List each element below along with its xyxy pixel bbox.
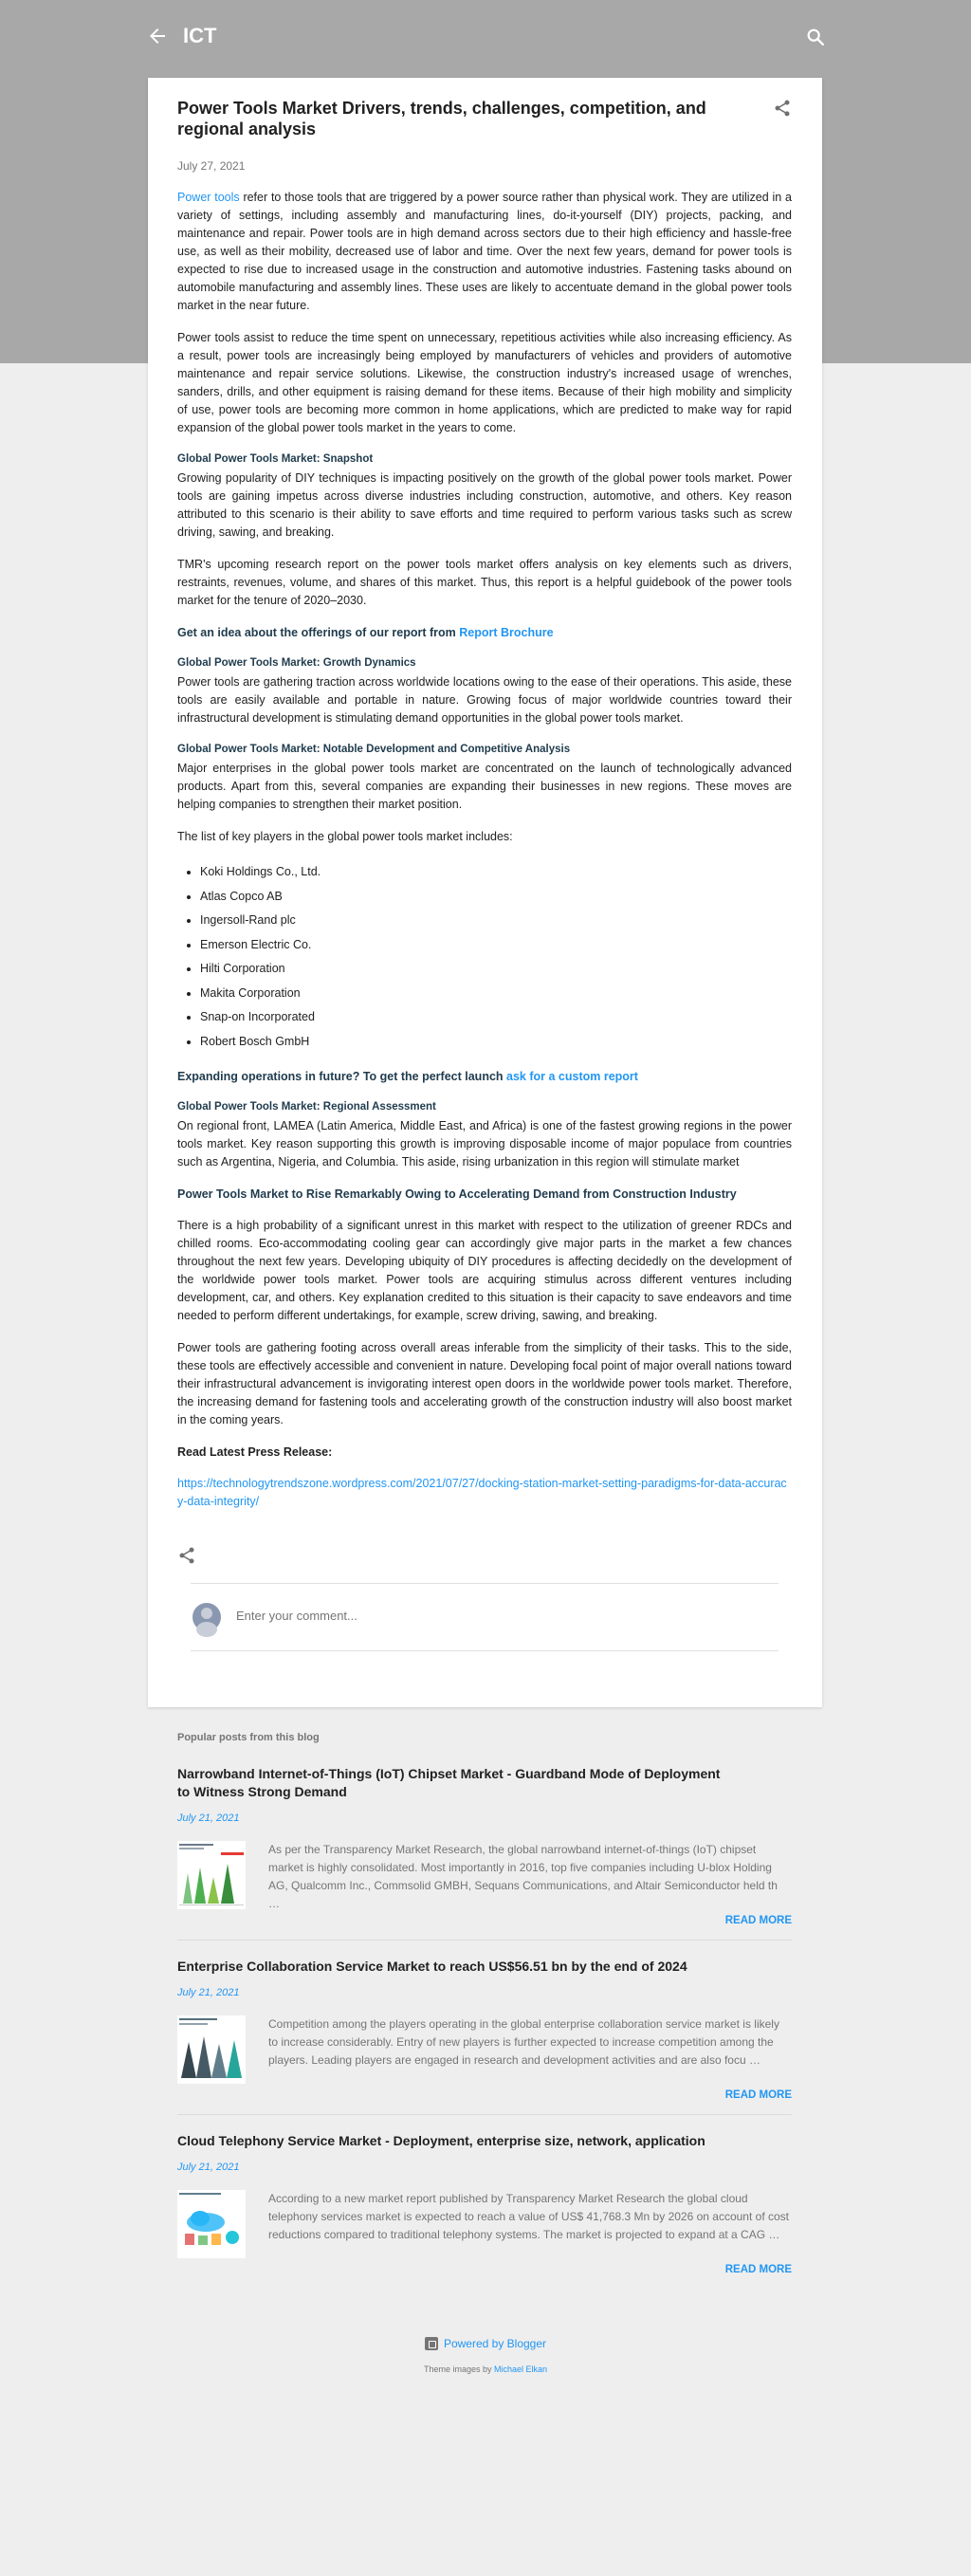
popular-post-date[interactable]: July 21, 2021 — [177, 2162, 240, 2173]
search-icon[interactable] — [805, 27, 826, 47]
popular-post-snippet: Competition among the players operating in the global enterprise collaboration service market is likely to increase considerably. Entry of new players is further expected to increase competition among the players. Leading players are engaged in research and development activities and are also focu … — [268, 2017, 779, 2067]
section-heading-construction: Power Tools Market to Rise Remarkably Owing to Accelerating Demand from Construction Industry — [177, 1187, 737, 1201]
popular-post-title[interactable]: Cloud Telephony Service Market - Deployment, enterprise size, network, application — [177, 2133, 705, 2148]
popular-posts-heading: Popular posts from this blog — [177, 1732, 320, 1743]
share-icon[interactable] — [177, 1546, 196, 1565]
popular-post — [177, 2132, 792, 2289]
press-release-label: Read Latest Press Release: — [177, 1445, 333, 1459]
comment-input[interactable]: Enter your comment... — [236, 1609, 357, 1623]
post-date[interactable]: July 27, 2021 — [177, 159, 246, 173]
back-arrow-icon[interactable] — [146, 25, 169, 47]
post-content — [177, 98, 792, 1651]
popular-posts — [177, 1732, 792, 2306]
popular-post — [177, 1765, 792, 1941]
press-release-link[interactable]: https://technologytrendszone.wordpress.com/2021/07/27/docking-station-market-setting-paradigms-for-data-accuracy-data-integrity/ — [177, 1477, 787, 1508]
popular-post-snippet: As per the Transparency Market Research, the global narrowband internet-of-things (IoT) chipset market is highly consolidated. Most importantly in 2016, top five companies including U-blox Holding AG, Qualcomm Inc., Commsolid GMBH, Sequans Communications, and Altair Semiconductor held th … — [268, 1843, 778, 1910]
cta-brochure — [177, 624, 792, 641]
list-item: • Emerson Electric Co. — [200, 933, 792, 958]
paragraph: On regional front, LAMEA (Latin America, Middle East, and Africa) is one of the fastest growing regions in the power tools market. Key reason supporting this growth is improving disposable income of major populace from countries such as Argentina, Nigeria, and Columbia. This aside, rising urbanization in this region will stimulate market — [177, 1119, 792, 1168]
powered-by-blogger-link[interactable] — [425, 2337, 546, 2350]
popular-post-snippet: According to a new market report published by Transparency Market Research the global cloud telephony services market is expected to reach a value of US$ 41,768.3 Mn by 2026 on account of cost reductions compared to traditional telephony systems. The market is projected to expand at a CAG … — [268, 2192, 789, 2241]
section-heading-regional: Global Power Tools Market: Regional Assessment — [177, 1101, 436, 1113]
popular-post-title[interactable]: Enterprise Collaboration Service Market to reach US$56.51 bn by the end of 2024 — [177, 1959, 687, 1974]
powered-by-text: Powered by Blogger — [443, 2337, 547, 2350]
key-players-list — [177, 860, 792, 1054]
list-item: • Hilti Corporation — [200, 957, 792, 982]
cta-custom-report — [177, 1068, 792, 1085]
list-intro: The list of key players in the global power tools market includes: — [177, 830, 513, 843]
cta-text: Get an idea about the offerings of our report from — [177, 626, 460, 639]
post-body — [177, 189, 792, 1511]
paragraph — [177, 1475, 792, 1511]
post-thumbnail[interactable] — [177, 1841, 246, 1909]
list-item: • Snap-on Incorporated — [200, 1005, 792, 1030]
paragraph: Major enterprises in the global power tools market are concentrated on the launch of technologically advanced products. Apart from this, several companies are expanding their businesses in new regions. These moves are helping companies to strengthen their market position. — [177, 762, 792, 811]
avatar — [192, 1603, 221, 1631]
custom-report-link[interactable]: ask for a custom report — [506, 1070, 638, 1083]
post-card — [148, 78, 822, 1707]
list-item: • Koki Holdings Co., Ltd. — [200, 860, 792, 885]
list-item: • Makita Corporation — [200, 982, 792, 1006]
paragraph: Power tools assist to reduce the time spent on unnecessary, repetitious activities while also increasing efficiency. As a result, power tools are increasingly being employed by manufacturers of vehicles and providers of automotive maintenance and repair service solutions. Likewise, the construction industry's increased usage of wrenches, sanders, drills, and other equipment is raising demand for these items. Because of their high mobility and simplicity of use, power tools are becoming more common in home applications, which are predicted to make way for rapid expansion of the global power tools market in the years to come. — [177, 331, 792, 434]
popular-post-date[interactable]: July 21, 2021 — [177, 1987, 240, 1998]
paragraph: There is a high probability of a significant unrest in this market with respect to the utilization of greener RDCs and chilled rooms. Eco-accommodating cooling gear can accordingly give major parts in the market a few chances throughout the next few years. Developing ubiquity of DIY procedures is affecting decidedly on the development of the worldwide power tools market. Power tools are acquiring stimulus across different ventures including development, car, and others. Key explanation credited to this situation is their capacity to save endeavors and time needed to perform different undertakings, for example, screw driving, sawing, and breaking. — [177, 1219, 792, 1322]
share-icon[interactable] — [773, 99, 792, 118]
section-heading-snapshot: Global Power Tools Market: Snapshot — [177, 453, 374, 465]
report-brochure-link[interactable]: Report Brochure — [459, 626, 554, 639]
popular-post-title[interactable]: Narrowband Internet-of-Things (IoT) Chipset Market - Guardband Mode of Deployment to Witness Strong Demand — [177, 1766, 721, 1799]
post-thumbnail[interactable] — [177, 2190, 246, 2258]
cta-text: Expanding operations in future? To get the perfect launch — [177, 1070, 507, 1083]
post-title: Power Tools Market Drivers, trends, challenges, competition, and regional analysis — [177, 99, 706, 138]
paragraph-text: refer to those tools that are triggered by a power source rather than physical work. They are utilized in a variety of settings, including assembly and manufacturing lines, do-it-yourself (DIY) projects, packing, and maintenance and repair. Power tools are in high demand across sectors due to their high efficiency and hassle-free use, as well as their mobility, decreased use of labor and time. Over the next few years, demand for power tools is expected to rise due to increased usage in the construction and automotive industries. Fastening tasks abound on automobile manufacturing and assembly lines. These uses are likely to accentuate demand in the global power tools market in the near future. — [177, 191, 792, 312]
read-more-link[interactable]: READ MORE — [724, 2264, 792, 2275]
blogger-icon — [425, 2337, 438, 2350]
top-bar — [0, 0, 971, 70]
read-more-link[interactable]: READ MORE — [724, 2089, 792, 2101]
paragraph: TMR's upcoming research report on the power tools market offers analysis on key elements such as drivers, restraints, revenues, volume, and shares of this market. Thus, this report is a helpful guidebook of the power tools market for the tenure of 2020–2030. — [177, 558, 792, 607]
list-item: • Robert Bosch GmbH — [200, 1030, 792, 1055]
theme-author-link[interactable]: Michael Elkan — [494, 2364, 548, 2374]
power-tools-link[interactable]: Power tools — [177, 191, 240, 204]
popular-post — [177, 1958, 792, 2115]
comment-box — [191, 1583, 779, 1651]
section-heading-notable: Global Power Tools Market: Notable Development and Competitive Analysis — [177, 744, 571, 755]
site-title[interactable]: ICT — [183, 24, 217, 47]
footer — [0, 2337, 971, 2374]
theme-credit — [0, 2364, 971, 2374]
paragraph: Power tools are gathering traction across worldwide locations owing to the ease of their operations. This aside, these tools are easily available and portable in nature. Growing focus of major worldwide countries toward their infrastructural development is stimulating demand opportunities in the global power tools market. — [177, 675, 792, 725]
paragraph: Growing popularity of DIY techniques is impacting positively on the growth of the global power tools market. Power tools are gaining impetus across diverse industries including construction, automotive, and others. Key reason attributed to this scenario is their ability to save efforts and time required to perform various tasks such as screw driving, sawing, and breaking. — [177, 471, 792, 539]
list-item: • Atlas Copco AB — [200, 885, 792, 910]
read-more-link[interactable]: READ MORE — [724, 1915, 792, 1926]
section-heading-growth: Global Power Tools Market: Growth Dynamics — [177, 657, 416, 669]
paragraph — [177, 189, 792, 315]
paragraph: Power tools are gathering footing across overall areas inferable from the simplicity of their tasks. This to the side, these tools are effectively accessible and convenient in nature. Developing focal point of major overall nations toward their infrastructural advancement is invigorating interest open doors in the worldwide power tools market. Therefore, the increasing demand for fastening tools and accelerating growth of the construction industry will also boost market in the coming years. — [177, 1341, 792, 1426]
popular-post-date[interactable]: July 21, 2021 — [177, 1812, 240, 1824]
post-thumbnail[interactable] — [177, 2015, 246, 2084]
list-item: • Ingersoll-Rand plc — [200, 909, 792, 933]
theme-credit-text: Theme images by — [423, 2364, 494, 2374]
